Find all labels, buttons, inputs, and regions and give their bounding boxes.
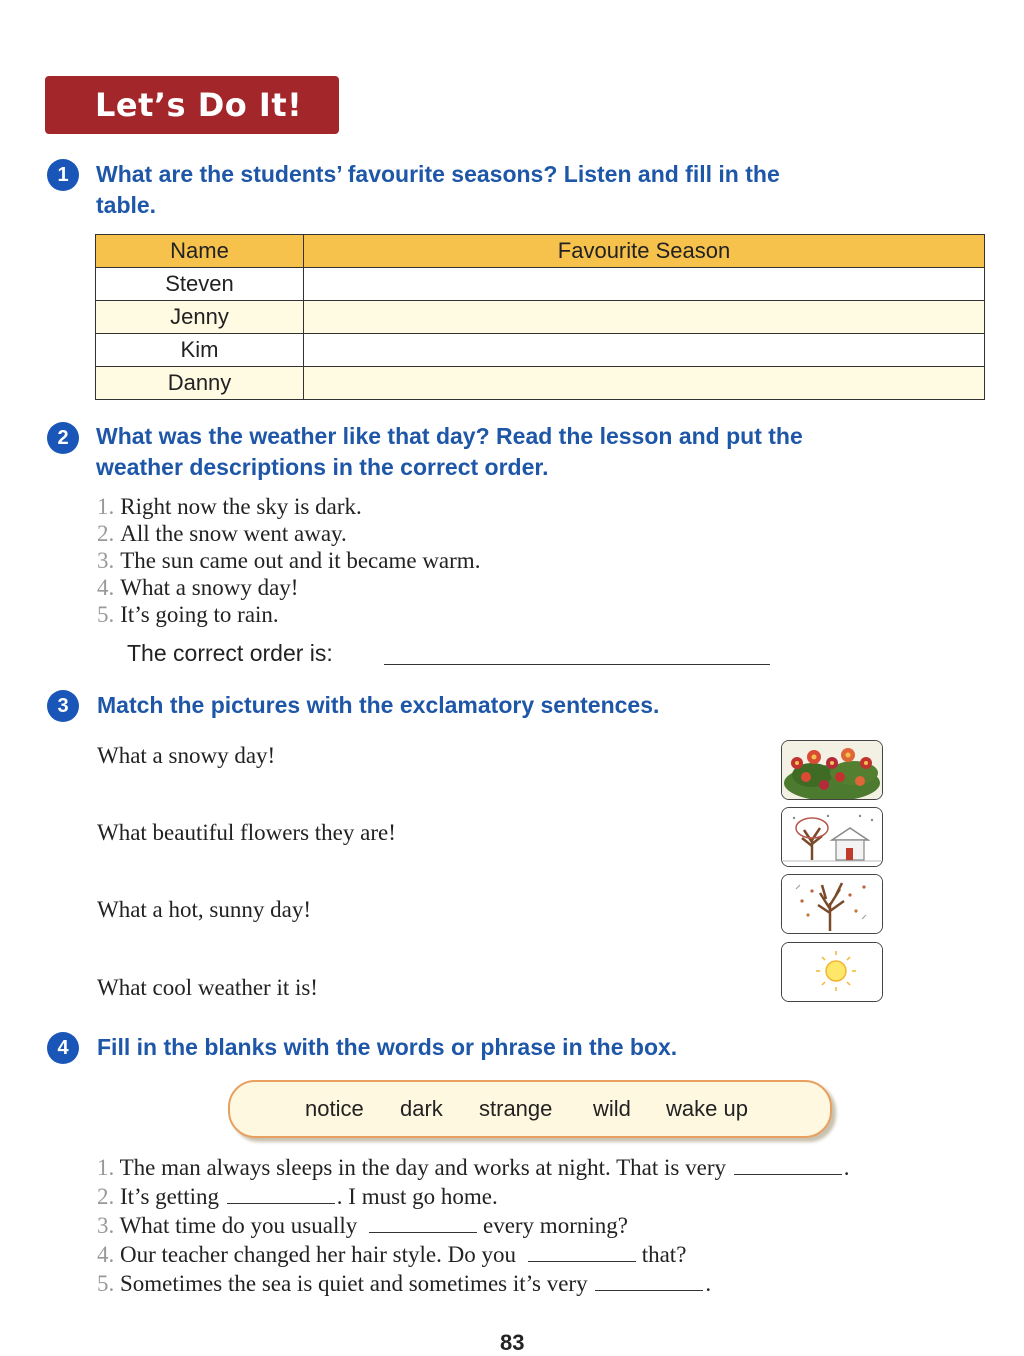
question-4-text: Fill in the blanks with the words or phrase in the box. bbox=[97, 1034, 678, 1060]
word-option: notice bbox=[305, 1096, 364, 1121]
word-option: wild bbox=[593, 1096, 631, 1121]
fill-blank-5[interactable] bbox=[595, 1290, 703, 1291]
page-number: 83 bbox=[500, 1330, 525, 1355]
correct-order-blank[interactable] bbox=[384, 664, 770, 665]
fill-blank-1[interactable] bbox=[734, 1174, 842, 1175]
flowers-icon bbox=[782, 741, 882, 799]
question-2-text-line1: What was the weather like that day? Read the lesson and put the bbox=[96, 423, 803, 449]
question-1-text-line1: What are the students’ favourite seasons? Listen and fill in the bbox=[96, 161, 780, 187]
fill-blank-3[interactable] bbox=[369, 1232, 477, 1233]
question-1-text-line2: table. bbox=[96, 192, 157, 218]
list-item: 4. What a snowy day! bbox=[97, 575, 299, 600]
list-item: 5. It’s going to rain. bbox=[97, 602, 279, 627]
season-answer-cell[interactable] bbox=[304, 268, 985, 301]
list-item: 3. The sun came out and it became warm. bbox=[97, 548, 481, 573]
fill-blank-2[interactable] bbox=[227, 1203, 335, 1204]
snowy-house-icon bbox=[782, 808, 882, 866]
word-box bbox=[228, 1080, 832, 1138]
word-option: strange bbox=[479, 1096, 553, 1121]
question-2-number: 2 bbox=[47, 422, 79, 454]
student-name: Jenny bbox=[96, 301, 304, 334]
table-row bbox=[96, 301, 985, 334]
table-row bbox=[96, 367, 985, 400]
exclamatory-sentence: What a snowy day! bbox=[97, 743, 276, 768]
sun-picture[interactable] bbox=[781, 942, 883, 1002]
table-row bbox=[96, 334, 985, 367]
word-option: dark bbox=[400, 1096, 443, 1121]
student-name: Steven bbox=[96, 268, 304, 301]
list-item: 1. Right now the sky is dark. bbox=[97, 494, 362, 519]
correct-order-label: The correct order is: bbox=[127, 640, 333, 666]
exclamatory-sentence: What a hot, sunny day! bbox=[97, 897, 311, 922]
table-row bbox=[96, 268, 985, 301]
question-3-text: Match the pictures with the exclamatory sentences. bbox=[97, 692, 660, 718]
list-item: 5. Sometimes the sea is quiet and sometimes it’s very . bbox=[97, 1271, 712, 1296]
question-1-number: 1 bbox=[47, 159, 79, 191]
season-answer-cell[interactable] bbox=[304, 367, 985, 400]
question-2-text-line2: weather descriptions in the correct order. bbox=[96, 454, 549, 480]
student-name: Kim bbox=[96, 334, 304, 367]
question-4-number: 4 bbox=[47, 1032, 79, 1064]
exclamatory-sentence: What beautiful flowers they are! bbox=[97, 820, 396, 845]
flowers-picture[interactable] bbox=[781, 740, 883, 800]
list-item: 4. Our teacher changed her hair style. Do you that? bbox=[97, 1242, 687, 1267]
word-option: wake up bbox=[666, 1096, 748, 1121]
student-name: Danny bbox=[96, 367, 304, 400]
season-answer-cell[interactable] bbox=[304, 301, 985, 334]
header-favourite-season: Favourite Season bbox=[304, 235, 985, 268]
favourite-season-table bbox=[95, 234, 985, 400]
snowy-house-picture[interactable] bbox=[781, 807, 883, 867]
season-answer-cell[interactable] bbox=[304, 334, 985, 367]
bare-tree-picture[interactable] bbox=[781, 874, 883, 934]
section-banner: Let’s Do It! bbox=[45, 76, 339, 134]
exclamatory-sentence: What cool weather it is! bbox=[97, 975, 318, 1000]
list-item: 2. It’s getting . I must go home. bbox=[97, 1184, 498, 1209]
table-header-row bbox=[96, 235, 985, 268]
question-3-number: 3 bbox=[47, 690, 79, 722]
list-item: 3. What time do you usually every morning? bbox=[97, 1213, 628, 1238]
sun-icon bbox=[782, 943, 882, 1001]
list-item: 1. The man always sleeps in the day and works at night. That is very . bbox=[97, 1155, 850, 1180]
fill-blank-4[interactable] bbox=[528, 1261, 636, 1262]
bare-tree-icon bbox=[782, 875, 882, 933]
list-item: 2. All the snow went away. bbox=[97, 521, 347, 546]
header-name: Name bbox=[96, 235, 304, 268]
